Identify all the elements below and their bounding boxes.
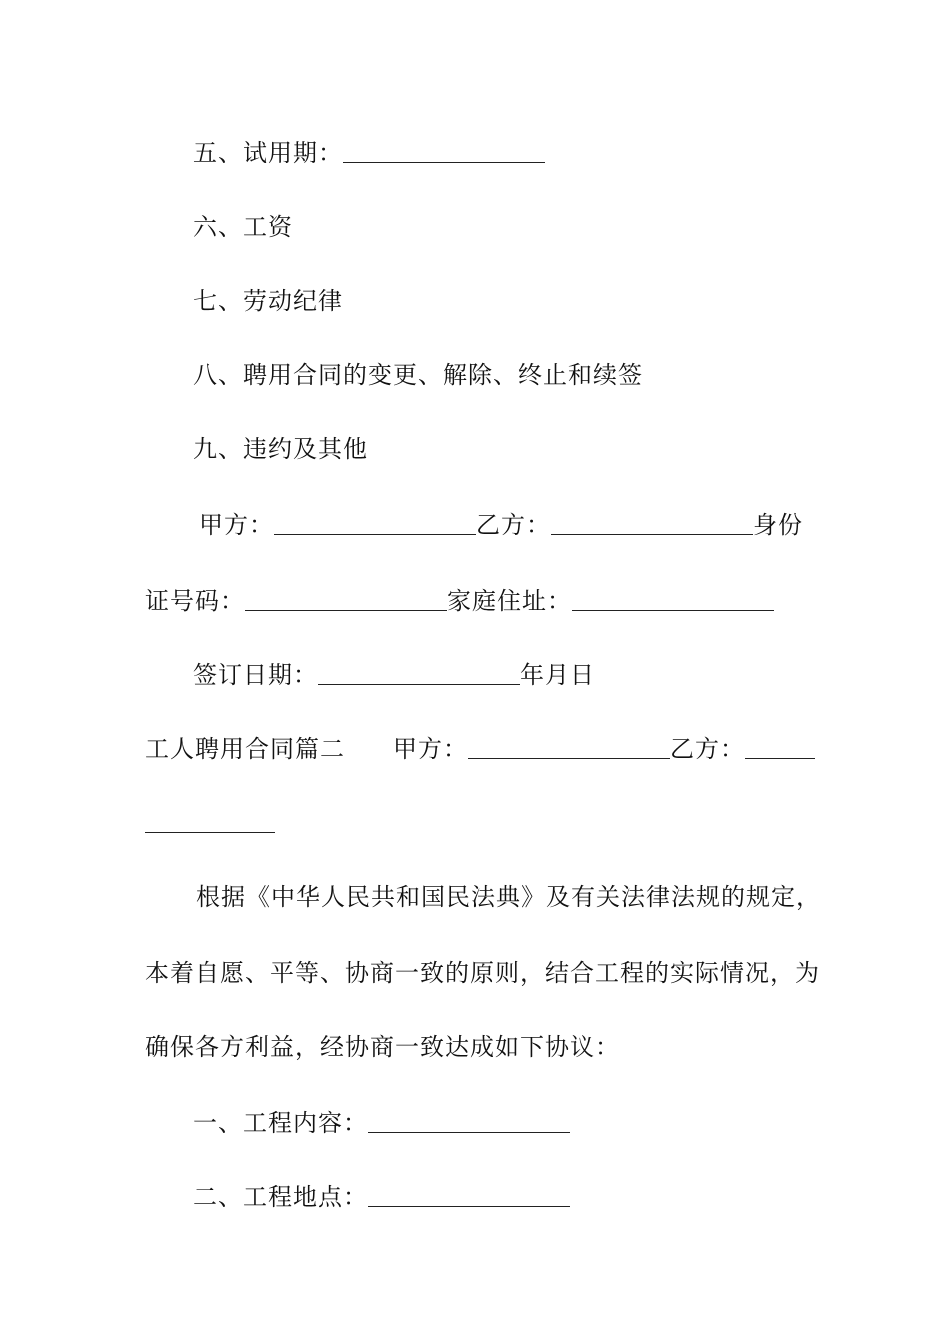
party-b2-blank (745, 734, 815, 759)
breach-heading: 九、违约及其他 (193, 435, 368, 463)
probation-blank (343, 138, 545, 163)
party-a-blank (274, 510, 476, 535)
contract-change-heading: 八、聘用合同的变更、解除、终止和续签 (193, 361, 643, 389)
para-line-2 (145, 958, 820, 988)
party-b-label: 乙方： (476, 511, 551, 539)
sign-date-line (193, 660, 595, 690)
project-location-label: 二、工程地点： (193, 1183, 368, 1211)
party-a2-blank (468, 734, 670, 759)
preamble-text-2: 本着自愿、平等、协商一致的原则，结合工程的实际情况，为 (145, 959, 820, 987)
party-a-label: 甲方： (199, 511, 274, 539)
party-a2-label: 甲方： (393, 735, 468, 763)
project-location-blank (368, 1182, 570, 1207)
parties-line (199, 510, 803, 540)
year-month-day: 年月日 (520, 661, 595, 689)
wage-line (193, 212, 293, 242)
probation-line (193, 138, 545, 168)
id-number-blank (245, 586, 447, 611)
preamble-text-3: 确保各方利益，经协商一致达成如下协议： (145, 1033, 620, 1061)
breach-line (193, 434, 368, 464)
id-address-line (145, 586, 774, 616)
home-address-blank (572, 586, 774, 611)
sign-date-blank (318, 660, 520, 685)
probation-label: 五、试用期： (193, 139, 343, 167)
para-line-3 (145, 1032, 620, 1062)
article-two-line (145, 734, 815, 764)
party-b-blank (551, 510, 753, 535)
project-content-line (193, 1108, 570, 1138)
party-b2-blank-continued (145, 808, 275, 833)
party-b2-label: 乙方： (670, 735, 745, 763)
project-content-label: 一、工程内容： (193, 1109, 368, 1137)
discipline-line (193, 286, 343, 316)
para-line-1 (196, 882, 821, 912)
sign-date-label: 签订日期： (193, 661, 318, 689)
discipline-heading: 七、劳动纪律 (193, 287, 343, 315)
project-content-blank (368, 1108, 570, 1133)
id-number-label: 证号码： (145, 587, 245, 615)
home-address-label: 家庭住址： (447, 587, 572, 615)
party-b2-continued (145, 808, 275, 838)
project-location-line (193, 1182, 570, 1212)
article-title: 工人聘用合同篇二 (145, 735, 345, 763)
preamble-text-1: 根据《中华人民共和国民法典》及有关法律法规的规定， (196, 883, 821, 911)
contract-change-line (193, 360, 643, 390)
wage-heading: 六、工资 (193, 213, 293, 241)
id-prefix: 身份 (753, 511, 803, 539)
